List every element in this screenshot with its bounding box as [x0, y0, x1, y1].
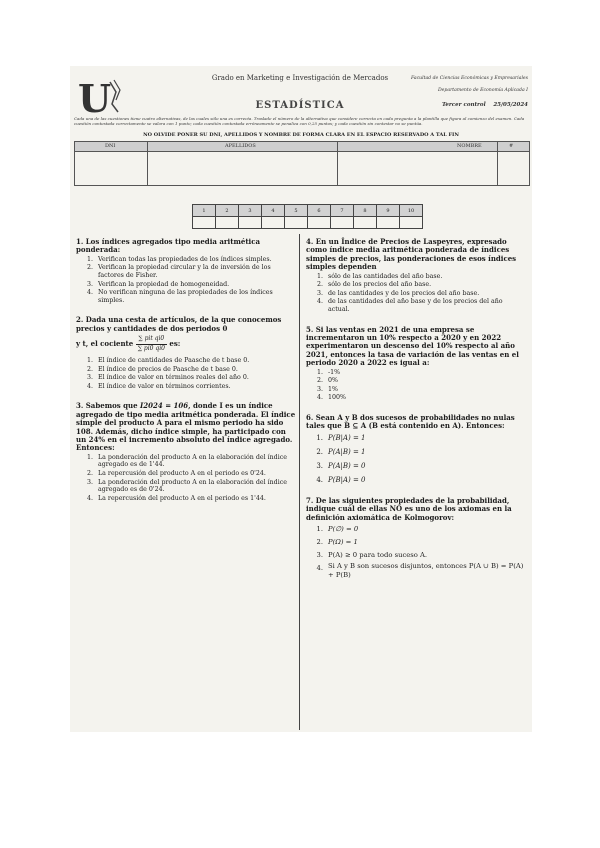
question-stem — [306, 497, 526, 522]
department-name: Departamento de Economía Aplicada I — [438, 88, 528, 93]
answer-number: 4 — [262, 205, 285, 217]
question-text: Sean A y B dos sucesos de probabilidades no nulas tales que B ⊆ A (B está contenido en A). Entonces: — [306, 413, 515, 431]
option: 4. El índice de valor en términos corrientes. — [86, 382, 231, 390]
option: 2. Verifican la propiedad circular y la de inversión de los factores de Fisher. — [86, 264, 271, 279]
exam-info — [410, 102, 528, 108]
question-stem — [76, 238, 296, 255]
answer-cell[interactable] — [331, 217, 354, 229]
option: 1. El índice de cantidades de Paasche de t base 0. — [86, 357, 250, 364]
index-formula: I2024 = 106 — [140, 401, 189, 411]
option: 1. P(∅) = 0 — [316, 525, 359, 534]
column-divider — [299, 234, 300, 730]
identification-box — [74, 141, 530, 186]
option: 3. 1% — [316, 385, 338, 393]
exam-label: Tercer control — [441, 102, 486, 108]
option: 2. P(A|B) = 1 — [316, 447, 366, 456]
group-label: # — [509, 143, 514, 149]
answer-number: 1 — [193, 205, 216, 217]
question-6 — [306, 414, 526, 487]
answer-number: 8 — [354, 205, 377, 217]
question-stem — [306, 238, 526, 272]
left-column — [76, 238, 296, 502]
answer-grid — [192, 204, 423, 229]
subject-title: ESTADÍSTICA — [255, 100, 345, 111]
question-number: 3. — [76, 401, 84, 411]
answer-cell[interactable] — [308, 217, 331, 229]
option: 1. Verifican todas las propiedades de los índices simples. — [86, 255, 272, 263]
question-stem — [306, 414, 526, 431]
exam-instructions: Cada una de las cuestiones tiene cuatro alternativas, de las cuales sólo una es correcta. Traslade el número de la alternativa que considere correcta en cada pregunta a la plantilla que figura al comienzo del examen. Cada cuestión contestada correctamente se valora con 1 punto; cada cuestión contestada erróneamente se penaliza con 0,25 puntos; y cada cuestión sin contestar no se puntúa. — [74, 116, 525, 126]
option: 1. sólo de las cantidades del año base. — [316, 272, 443, 280]
question-stem-formula: y t, el cociente $\frac{\text{∑ pit qi0}}{\sum pi0 qi0}$ es: — [76, 335, 181, 352]
question-text: Dada una cesta de artículos, de la que conocemos precios y cantidades de dos periodos 0 — [76, 315, 282, 333]
question-7 — [306, 497, 526, 580]
answer-cell[interactable] — [377, 217, 400, 229]
option: 2. La repercusión del producto A en el periodo es 0'24. — [86, 470, 266, 477]
answer-number: 7 — [331, 205, 354, 217]
answer-number: 10 — [400, 205, 423, 217]
question-1 — [76, 238, 296, 304]
question-text: En un Índice de Precios de Laspeyres, expresado como índice media aritmética ponderada de índices simples de precios, las ponderaciones de esos índices simples dependen — [306, 237, 517, 272]
surname-field[interactable] — [147, 142, 338, 185]
answer-cell[interactable] — [216, 217, 239, 229]
question-stem: 3. Sabemos que I2024 = 106, donde I es un índice agregado de tipo media aritmética ponderada. El índice simple del producto A para el mismo periodo ha sido 108. Además, dicho índice simple, ha participado con un 24% en el incremento absoluto del índice agregado. Entonces: — [76, 401, 296, 453]
option: 2. P(Ω) = 1 — [316, 538, 358, 547]
question-number: 5. — [306, 324, 314, 334]
dni-field[interactable] — [75, 142, 148, 185]
option: 1. La ponderación del producto A en la elaboración del índice agregado es de 1'44. — [86, 453, 287, 469]
option: 3. P(A|B) = 0 — [316, 461, 366, 470]
degree-name: Grado en Marketing e Investigación de Mercados — [211, 74, 389, 82]
answer-number: 9 — [377, 205, 400, 217]
option: 4. 100% — [316, 394, 347, 402]
answer-cell[interactable] — [354, 217, 377, 229]
question-number: 6. — [306, 413, 314, 422]
answer-cell[interactable] — [193, 217, 216, 229]
question-number: 1. — [76, 237, 84, 246]
answer-cell[interactable] — [400, 217, 423, 229]
answer-number: 5 — [285, 205, 308, 217]
option: 1. -1% — [316, 368, 341, 376]
option: 4. La repercusión del producto A en el periodo es 1'44. — [86, 494, 266, 502]
surname-label: APELLIDOS — [225, 143, 256, 149]
answer-number: 3 — [239, 205, 262, 217]
option: 4. P(B|A) = 0 — [316, 475, 366, 484]
question-stem — [76, 316, 296, 333]
answer-number: 6 — [308, 205, 331, 217]
option: 3. La ponderación del producto A en la elaboración del índice agregado es de 0'24. — [86, 478, 287, 494]
question-5 — [306, 326, 526, 402]
right-column — [306, 238, 526, 580]
name-field[interactable] — [337, 142, 498, 185]
option: 3. P(A) ≥ 0 para todo suceso A. — [316, 551, 428, 560]
faculty-name: Facultad de Ciencias Económicas y Empresariales — [410, 76, 528, 81]
name-label: NOMBRE — [457, 143, 482, 149]
dni-label: DNI — [105, 143, 116, 149]
question-2 — [76, 316, 296, 390]
option: 3. de las cantidades y de los precios del año base. — [316, 289, 480, 297]
question-text: De las siguientes propiedades de la probabilidad, indique cuál de ellas NO es uno de los axiomas en la definición axiomática de Kolmogorov: — [306, 495, 512, 522]
question-3 — [76, 402, 296, 502]
question-stem — [306, 326, 526, 368]
exam-sheet — [70, 66, 532, 732]
question-text: Los índices agregados tipo media aritmética ponderada: — [76, 237, 261, 255]
answer-cell[interactable] — [285, 217, 308, 229]
option: 3. El índice de valor en términos reales del año 0. — [86, 374, 249, 382]
answer-cell[interactable] — [239, 217, 262, 229]
option: 2. 0% — [316, 377, 338, 385]
option: 4. Si A y B son sucesos disjuntos, entonces P(A ∪ B) = P(A) + P(B) — [316, 562, 524, 580]
question-number: 4. — [306, 237, 314, 246]
exam-date: 25/05/2024 — [493, 102, 528, 108]
answer-cell[interactable] — [262, 217, 285, 229]
question-4 — [306, 238, 526, 314]
question-text: Si las ventas en 2021 de una empresa se incrementaron un 10% respecto a 2020 y en 2022 experimentaron un descenso del 10% respecto al año 2021, entonces la tasa de variación de las ventas en el periodo 2020 a 2022 es igual a: — [306, 324, 519, 368]
question-number: 2. — [76, 315, 84, 325]
logo-letter: U — [78, 76, 112, 120]
answer-number: 2 — [216, 205, 239, 217]
option: 3. Verifican la propiedad de homogeneidad. — [86, 280, 230, 288]
option: 2. sólo de los precios del año base. — [316, 281, 432, 289]
university-logo — [76, 76, 124, 120]
id-warning: NO OLVIDE PONER SU DNI, APELLIDOS Y NOMBRE DE FORMA CLARA EN EL ESPACIO RESERVADO A TAL FIN — [143, 132, 459, 138]
option: 1. P(B|A) = 1 — [316, 433, 366, 442]
group-field[interactable] — [497, 142, 529, 185]
question-number: 7. — [306, 495, 314, 505]
option: 4. de las cantidades del año base y de los precios del año actual. — [316, 298, 503, 313]
option: 4. No verifican ninguna de las propiedades de los índices simples. — [86, 289, 273, 304]
option: 2. El índice de precios de Paasche de t base 0. — [86, 365, 238, 373]
quotient-formula: $\frac{\text{∑ pit qi0}}{\sum pi0 qi0}$ — [137, 335, 165, 352]
